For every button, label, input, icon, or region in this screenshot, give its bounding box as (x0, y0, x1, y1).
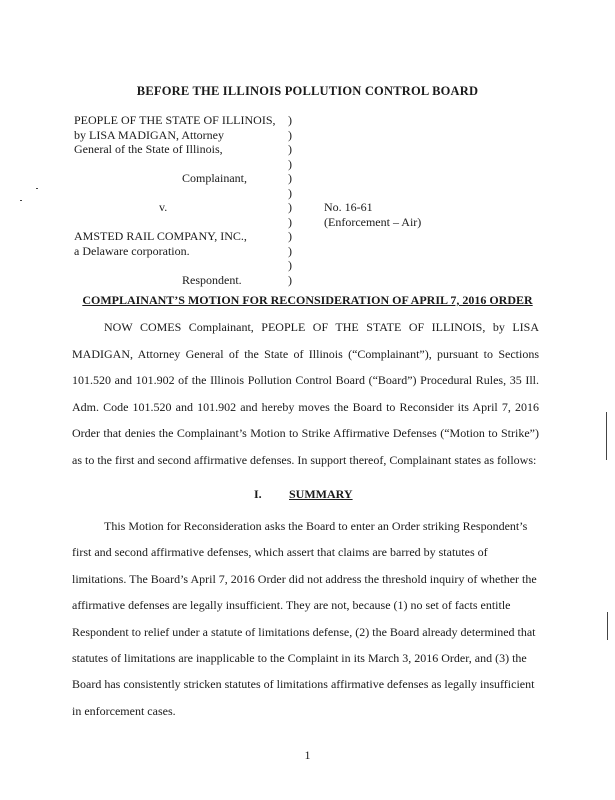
section-title: SUMMARY (289, 487, 353, 501)
caption-paren: ) (288, 142, 292, 156)
caption-paren: ) (288, 229, 292, 243)
caption-paren: ) (288, 113, 292, 127)
case-number: No. 16-61 (324, 200, 373, 214)
scan-artifact (20, 200, 22, 201)
defendant-line: a Delaware corporation. (74, 243, 190, 258)
caption-paren: ) (288, 243, 292, 258)
caption-paren: ) (288, 272, 292, 287)
caption-paren: ) (288, 200, 292, 214)
section-number: I. (254, 487, 262, 501)
complainant-label: Complainant, (182, 171, 247, 185)
versus-label: v. (159, 200, 168, 214)
scan-artifact (606, 412, 607, 460)
plaintiff-line: General of the State of Illinois, (74, 142, 223, 156)
caption-paren: ) (288, 156, 292, 171)
page-number: 1 (304, 748, 311, 762)
board-heading: BEFORE THE ILLINOIS POLLUTION CONTROL BOARD (136, 84, 479, 98)
caption-paren: ) (288, 258, 292, 272)
plaintiff-line: by LISA MADIGAN, Attorney (74, 127, 224, 142)
intro-paragraph: NOW COMES Complainant, PEOPLE OF THE STATE OF ILLINOIS, by LISA MADIGAN, Attorney General of the State of Illinois (“Complainant”), pursuant to Sections 101.520 and 101.902 of the Illinois Pollution Control Board (“Board”) Procedural Rules, 35 Ill. Adm. Code 101.520 and 101.902 and hereby moves the Board to Reconsider its April 7, 2016 Order that denies the Complainant’s Motion to Strike Affirmative Defenses (“Motion to Strike”) as to the first and second affirmative defenses. In support thereof, Complainant states as follows: (72, 320, 539, 467)
caption-paren: ) (288, 127, 292, 142)
case-type: (Enforcement – Air) (324, 214, 422, 229)
caption-paren: ) (288, 214, 292, 229)
scan-artifact (36, 188, 38, 189)
defendant-line: AMSTED RAIL COMPANY, INC., (74, 229, 247, 243)
summary-paragraph: This Motion for Reconsideration asks the Board to enter an Order striking Respondent’s first and second affirmative defenses, which assert that claims are barred by statutes of limitations. The Board’s April 7, 2016 Order did not address the threshold inquiry of whether the affirmative defenses are legally insufficient. They are not, because (1) no set of facts entitle Respondent to relief under a statute of limitations defense, (2) the Board already determined that statutes of limitations are inapplicable to the Complaint in its March 3, 2016 Order, and (3) the Board has consistently stricken statutes of limitations affirmative defenses as legally insufficient in enforcement cases. (72, 519, 537, 718)
plaintiff-line: PEOPLE OF THE STATE OF ILLINOIS, (74, 113, 276, 127)
motion-title: COMPLAINANT’S MOTION FOR RECONSIDERATION OF APRIL 7, 2016 ORDER (82, 293, 533, 307)
caption-paren: ) (288, 171, 292, 185)
respondent-label: Respondent. (182, 272, 242, 287)
scan-artifact (607, 612, 608, 640)
caption-paren: ) (288, 185, 292, 200)
